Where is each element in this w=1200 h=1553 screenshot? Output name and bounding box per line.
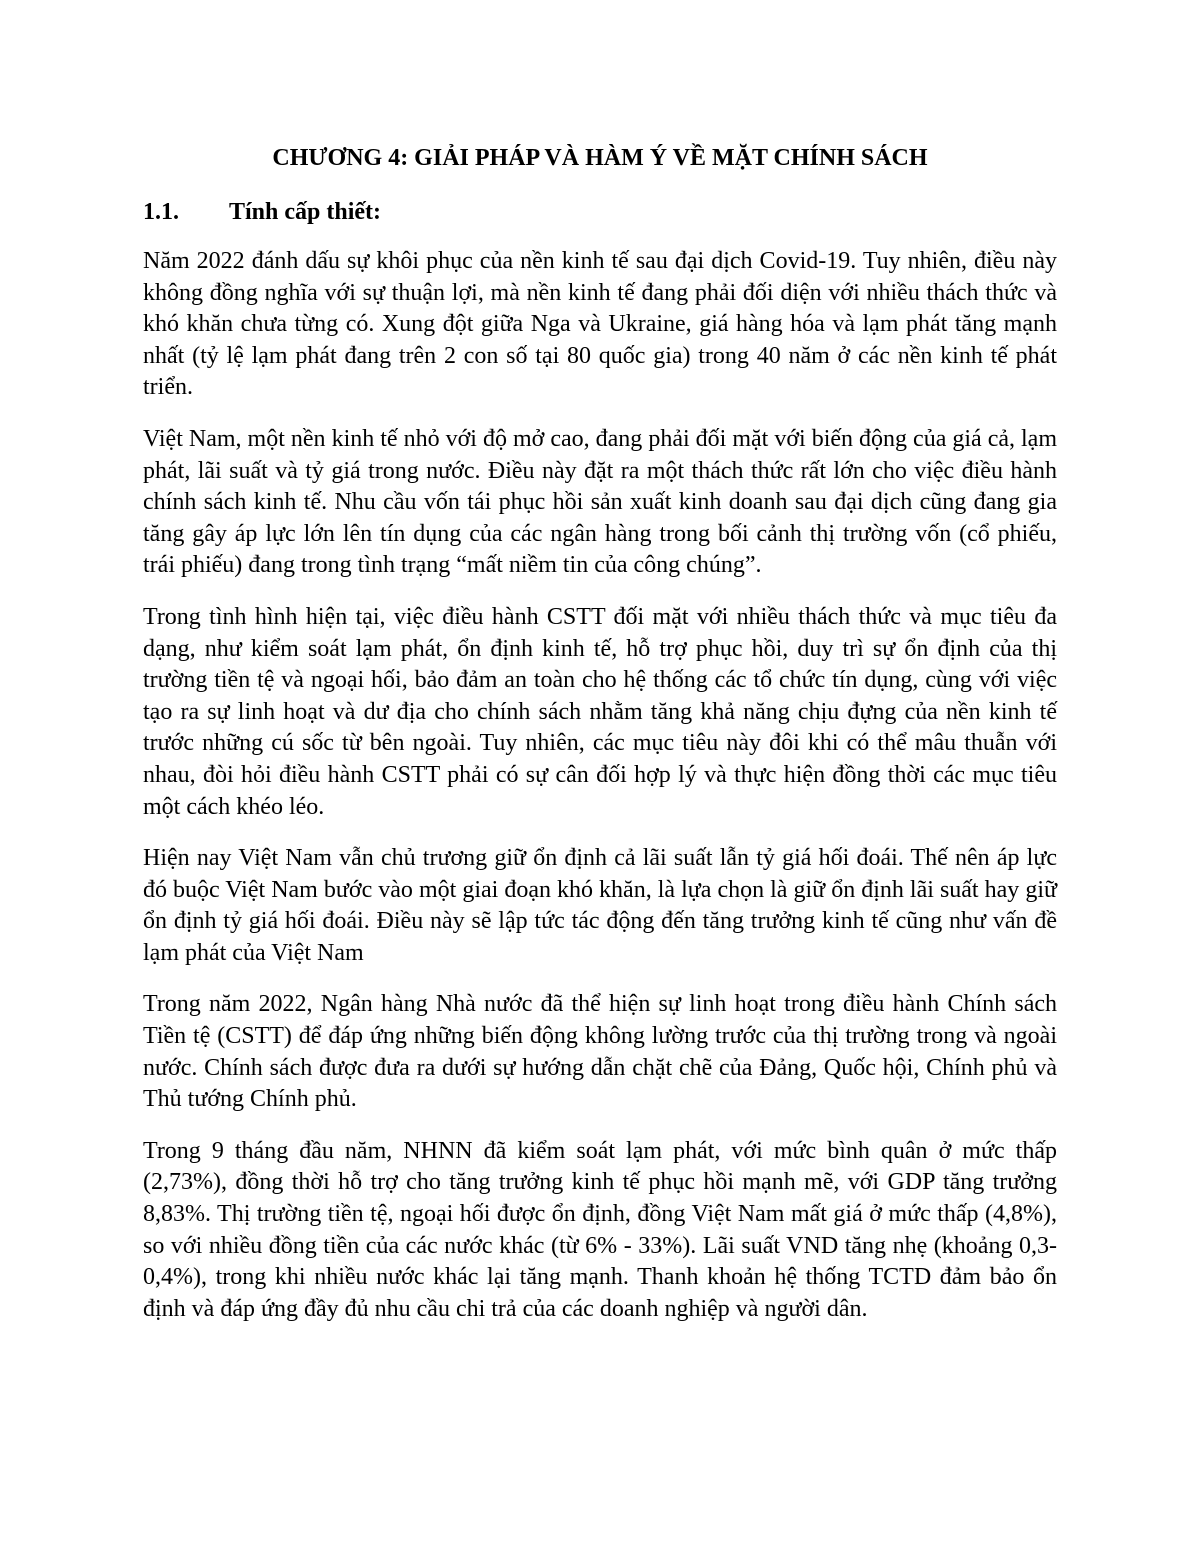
paragraph: Năm 2022 đánh dấu sự khôi phục của nền kinh tế sau đại dịch Covid-19. Tuy nhiên, điều này không đồng nghĩa với sự thuận lợi, mà nền kinh tế đang phải đối diện với nhiều thách thức và khó khăn chưa từng có. Xung đột giữa Nga và Ukraine, giá hàng hóa và lạm phát tăng mạnh nhất (tỷ lệ lạm phát đang trên 2 con số tại 80 quốc gia) trong 40 năm ở các nền kinh tế phát triển. [143, 248, 1057, 401]
section-number: 1.1. [143, 199, 179, 225]
paragraph: Việt Nam, một nền kinh tế nhỏ với độ mở cao, đang phải đối mặt với biến động của giá cả, lạm phát, lãi suất và tỷ giá trong nước. Điều này đặt ra một thách thức rất lớn cho việc điều hành chính sách kinh tế. Nhu cầu vốn tái phục hồi sản xuất kinh doanh sau đại dịch cũng đang gia tăng gây áp lực lớn lên tín dụng của các ngân hàng trong bối cảnh thị trường vốn (cổ phiếu, trái phiếu) đang trong tình trạng “mất niềm tin của công chúng”. [143, 425, 1057, 579]
section-title: Tính cấp thiết: [229, 199, 382, 225]
chapter-title: CHƯƠNG 4: GIẢI PHÁP VÀ HÀM Ý VỀ MẶT CHÍNH SÁCH [272, 145, 928, 171]
paragraph: Trong tình hình hiện tại, việc điều hành CSTT đối mặt với nhiều thách thức và mục tiêu đa dạng, như kiểm soát lạm phát, ổn định kinh tế, hỗ trợ phục hồi, duy trì sự ổn định của thị trường tiền tệ và ngoại hối, bảo đảm an toàn cho hệ thống các tổ chức tín dụng, cùng với việc tạo ra sự linh hoạt và dư địa cho chính sách nhằm tăng khả năng chịu đựng của nền kinh tế trước những cú sốc từ bên ngoài. Tuy nhiên, các mục tiêu này đôi khi có thể mâu thuẫn với nhau, đòi hỏi điều hành CSTT phải có sự cân đối hợp lý và thực hiện đồng thời các mục tiêu một cách khéo léo. [143, 603, 1057, 820]
paragraph: Hiện nay Việt Nam vẫn chủ trương giữ ổn định cả lãi suất lẫn tỷ giá hối đoái. Thế nên áp lực đó buộc Việt Nam bước vào một giai đoạn khó khăn, là lựa chọn là giữ ổn định lãi suất hay giữ ổn định tỷ giá hối đoái. Điều này sẽ lập tức tác động đến tăng trưởng kinh tế cũng như vấn đề lạm phát của Việt Nam [143, 845, 1057, 966]
paragraph: Trong 9 tháng đầu năm, NHNN đã kiểm soát lạm phát, với mức bình quân ở mức thấp (2,73%), đồng thời hỗ trợ cho tăng trưởng kinh tế phục hồi mạnh mẽ, với GDP tăng trưởng 8,83%. Thị trường tiền tệ, ngoại hối được ổn định, đồng Việt Nam mất giá ở mức thấp (4,8%), so với nhiều đồng tiền của các nước khác (từ 6% - 33%). Lãi suất VND tăng nhẹ (khoảng 0,3-0,4%), trong khi nhiều nước khác lại tăng mạnh. Thanh khoản hệ thống TCTD đảm bảo ổn định và đáp ứng đầy đủ nhu cầu chi trả của các doanh nghiệp và người dân. [143, 1137, 1057, 1322]
paragraph: Trong năm 2022, Ngân hàng Nhà nước đã thể hiện sự linh hoạt trong điều hành Chính sách Tiền tệ (CSTT) để đáp ứng những biến động không lường trước của thị trường trong và ngoài nước. Chính sách được đưa ra dưới sự hướng dẫn chặt chẽ của Đảng, Quốc hội, Chính phủ và Thủ tướng Chính phủ. [143, 991, 1057, 1113]
body-text [143, 246, 1057, 1345]
section-heading [143, 194, 1063, 230]
